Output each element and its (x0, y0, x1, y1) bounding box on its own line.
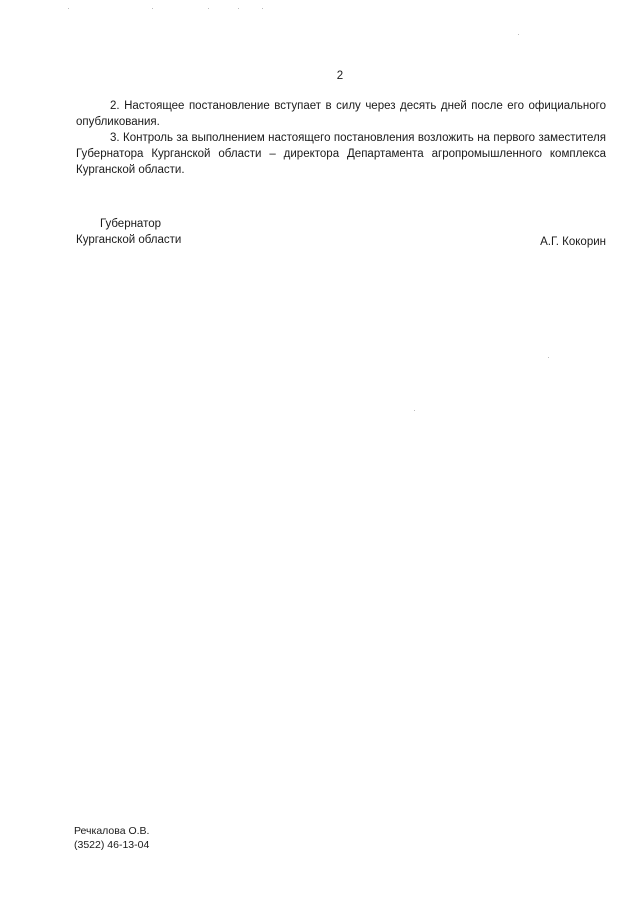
scan-speck (518, 34, 519, 35)
signatory-name: А.Г. Кокорин (540, 236, 606, 248)
scan-speck (238, 8, 239, 9)
scan-speck (152, 8, 153, 9)
document-body (76, 98, 606, 178)
executor-footer (74, 824, 149, 852)
scan-speck (548, 357, 549, 358)
paragraph-control: 3. Контроль за выполнением настоящего постановления возложить на первого заместителя Губернатора Курганской области – директора Департамента агропромышленного комплекса Курганской области. (76, 132, 606, 176)
executor-name: Речкалова О.В. (74, 825, 150, 837)
scan-speck (414, 410, 415, 411)
signatory-title-line2: Курганской области (76, 234, 182, 246)
signature-block (76, 216, 606, 250)
scan-speck (208, 8, 209, 9)
signatory-title-line1: Губернатор (100, 218, 162, 230)
paragraph-effective-date: 2. Настоящее постановление вступает в силу через десять дней после его официального опубликования. (76, 100, 606, 128)
executor-phone: (3522) 46-13-04 (74, 839, 150, 851)
scan-speck (68, 8, 69, 9)
page-number: 2 (336, 70, 344, 82)
scan-speck (262, 8, 263, 9)
